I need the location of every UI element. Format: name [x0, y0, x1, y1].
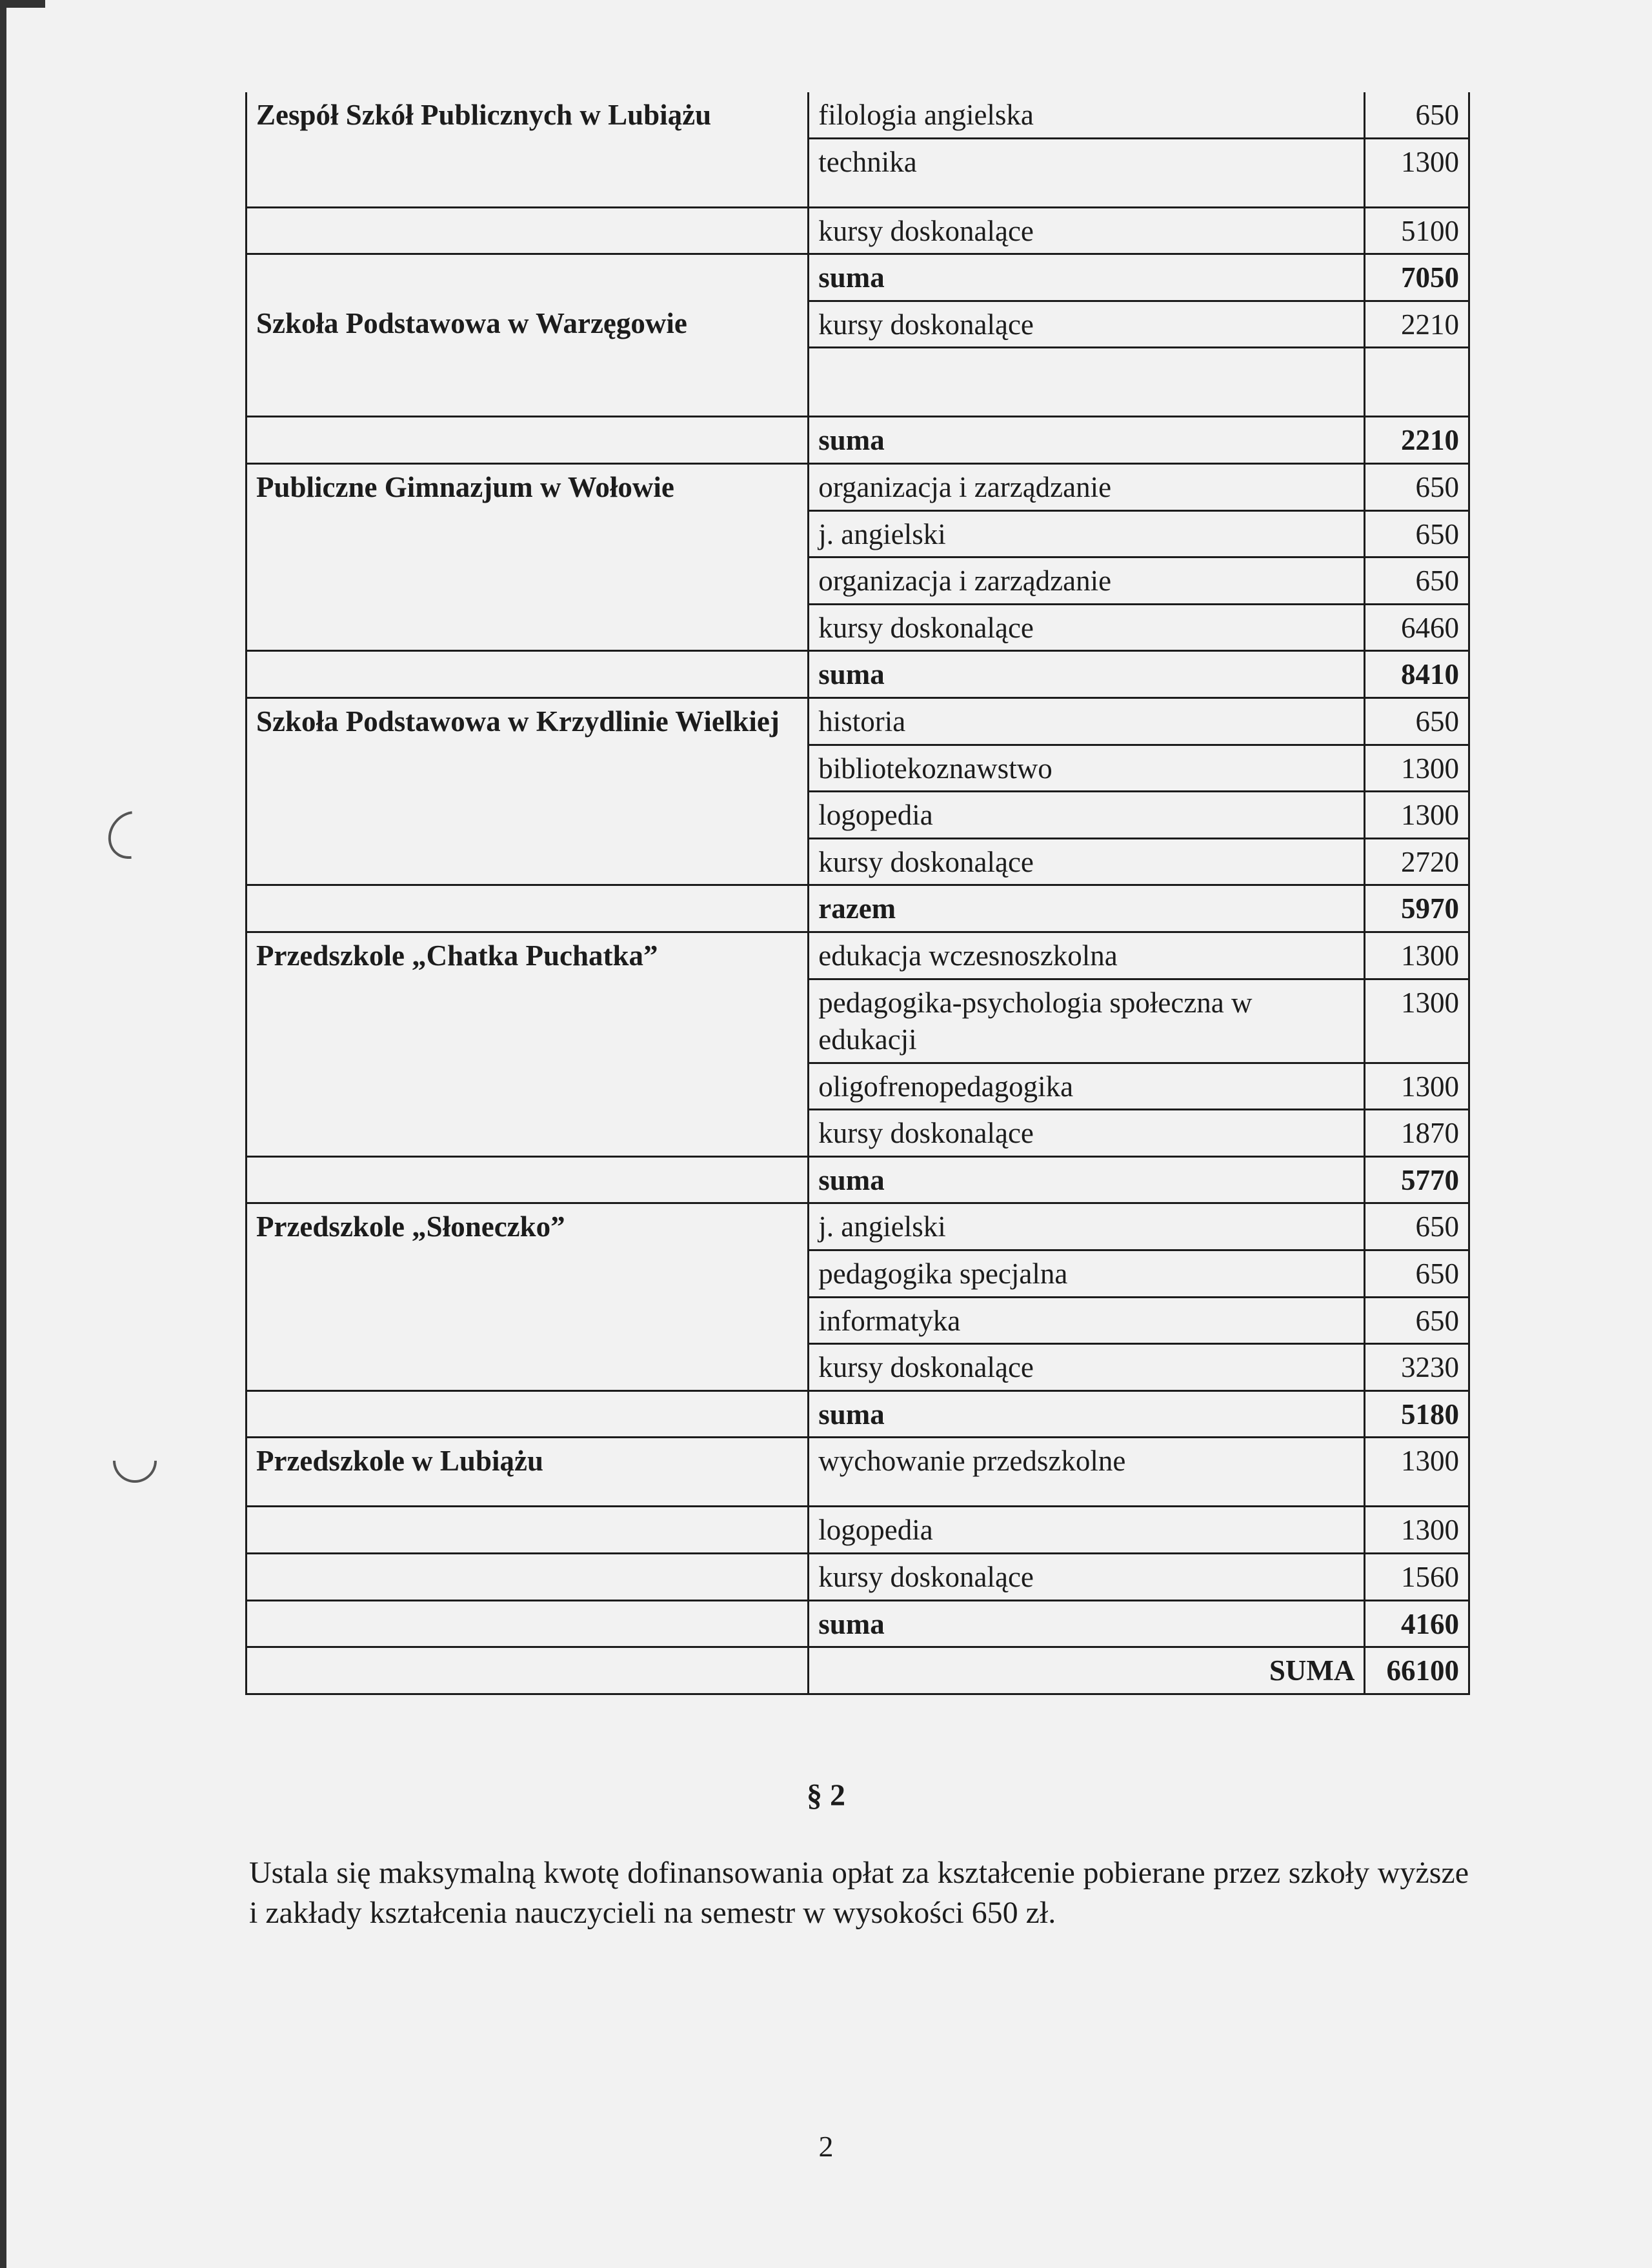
amount-cell: 6460	[1365, 604, 1469, 651]
table-row	[247, 745, 1469, 792]
table-row	[247, 1438, 1469, 1507]
table-row	[247, 1600, 1469, 1647]
school-cell: Przedszkole „Chatka Puchatka”	[247, 932, 809, 979]
amount-cell: 650	[1365, 697, 1469, 745]
table-row	[247, 1250, 1469, 1298]
school-cell: Szkoła Podstawowa w Krzydlinie Wielkiej	[247, 697, 809, 745]
table-row	[247, 1297, 1469, 1344]
school-cell	[247, 348, 809, 417]
subject-cell: bibliotekoznawstwo	[809, 745, 1365, 792]
school-cell	[247, 1507, 809, 1554]
table-row	[247, 932, 1469, 979]
subject-cell: kursy doskonalące	[809, 1110, 1365, 1157]
subject-cell: j. angielski	[809, 510, 1365, 557]
school-cell	[247, 651, 809, 698]
school-cell	[247, 1600, 809, 1647]
subject-cell: oligofrenopedagogika	[809, 1063, 1365, 1110]
total-amount: 66100	[1365, 1647, 1469, 1694]
table-row	[247, 138, 1469, 207]
school-cell	[247, 1647, 809, 1694]
subject-cell: kursy doskonalące	[809, 1344, 1365, 1391]
table-row	[247, 417, 1469, 464]
school-cell	[247, 557, 809, 605]
school-cell	[247, 1554, 809, 1601]
subject-cell: organizacja i zarządzanie	[809, 557, 1365, 605]
table-row	[247, 979, 1469, 1063]
amount-cell: 2720	[1365, 838, 1469, 885]
school-cell: Zespół Szkół Publicznych w Lubiążu	[247, 92, 809, 138]
amount-cell: 3230	[1365, 1344, 1469, 1391]
school-cell	[247, 1063, 809, 1110]
subject-cell: razem	[809, 885, 1365, 932]
school-cell: Szkoła Podstawowa w Warzęgowie	[247, 301, 809, 348]
table-row	[247, 1647, 1469, 1694]
paragraph: Ustala się maksymalną kwotę dofinansowania opłat za kształcenie pobierane przez szkoły wyższe i zakłady kształcenia nauczycieli na semestr w wysokości 650 zł.	[249, 1856, 1469, 1931]
scan-border	[0, 0, 6, 2268]
school-cell	[247, 885, 809, 932]
school-cell: Przedszkole „Słoneczko”	[247, 1203, 809, 1250]
amount-cell: 1560	[1365, 1554, 1469, 1601]
amount-cell: 1300	[1365, 792, 1469, 839]
amount-cell: 650	[1365, 463, 1469, 510]
table-row	[247, 651, 1469, 698]
subject-cell: suma	[809, 417, 1365, 464]
subject-cell: pedagogika-psychologia społeczna w edukacji	[809, 979, 1365, 1063]
amount-cell: 650	[1365, 1203, 1469, 1250]
subject-cell: informatyka	[809, 1297, 1365, 1344]
scan-corner	[0, 0, 45, 8]
subject-cell: kursy doskonalące	[809, 604, 1365, 651]
table-row	[247, 348, 1469, 417]
school-cell: Przedszkole w Lubiążu	[247, 1438, 809, 1507]
amount-cell: 1300	[1365, 979, 1469, 1063]
subject-cell: organizacja i zarządzanie	[809, 463, 1365, 510]
table-row	[247, 92, 1469, 138]
subject-cell: suma	[809, 1390, 1365, 1438]
amount-cell: 2210	[1365, 417, 1469, 464]
subject-cell: edukacja wczesnoszkolna	[809, 932, 1365, 979]
subject-cell: suma	[809, 254, 1365, 301]
table-row	[247, 1203, 1469, 1250]
table-row	[247, 838, 1469, 885]
table-row	[247, 792, 1469, 839]
section-heading: § 2	[807, 1778, 845, 1812]
subject-cell: kursy doskonalące	[809, 838, 1365, 885]
school-cell	[247, 1390, 809, 1438]
subject-cell: technika	[809, 138, 1365, 207]
subject-cell: suma	[809, 651, 1365, 698]
pen-mark	[104, 1430, 166, 1492]
school-cell	[247, 417, 809, 464]
school-cell	[247, 254, 809, 301]
table-row	[247, 1390, 1469, 1438]
table-row	[247, 254, 1469, 301]
table-row	[247, 207, 1469, 254]
school-cell	[247, 138, 809, 207]
page-number: 2	[818, 2130, 834, 2163]
amount-cell: 8410	[1365, 651, 1469, 698]
school-cell	[247, 207, 809, 254]
school-cell	[247, 745, 809, 792]
amount-cell: 650	[1415, 99, 1459, 131]
amount-cell: 650	[1365, 1297, 1469, 1344]
subject-cell	[809, 348, 1365, 417]
amount-cell: 5770	[1365, 1156, 1469, 1203]
amount-cell: 5180	[1365, 1390, 1469, 1438]
school-cell	[247, 604, 809, 651]
subject-cell: kursy doskonalące	[809, 207, 1365, 254]
school-cell	[247, 1110, 809, 1157]
amount-cell: 1300	[1365, 932, 1469, 979]
table-row	[247, 557, 1469, 605]
table-row	[247, 301, 1469, 348]
school-cell	[247, 1156, 809, 1203]
school-cell	[247, 979, 809, 1063]
school-cell	[247, 1297, 809, 1344]
total-label: SUMA	[809, 1647, 1365, 1694]
amount-cell: 2210	[1365, 301, 1469, 348]
subject-cell: pedagogika specjalna	[809, 1250, 1365, 1298]
school-cell	[247, 510, 809, 557]
subject-cell: filologia angielska	[809, 92, 1365, 138]
school-cell	[247, 792, 809, 839]
subject-cell: wychowanie przedszkolne	[809, 1438, 1365, 1507]
table-row	[247, 1554, 1469, 1601]
amount-cell: 4160	[1365, 1600, 1469, 1647]
amount-cell: 5970	[1365, 885, 1469, 932]
subject-cell: logopedia	[809, 792, 1365, 839]
subject-cell: suma	[809, 1156, 1365, 1203]
amount-cell: 5100	[1365, 207, 1469, 254]
school-cell	[247, 838, 809, 885]
amount-cell: 1870	[1365, 1110, 1469, 1157]
amount-cell: 1300	[1365, 1438, 1469, 1507]
subject-cell: kursy doskonalące	[809, 301, 1365, 348]
subject-cell: j. angielski	[809, 1203, 1365, 1250]
school-cell	[247, 1344, 809, 1391]
table-row	[247, 1110, 1469, 1157]
amount-cell: 1300	[1365, 1063, 1469, 1110]
table-row	[247, 697, 1469, 745]
table-row	[247, 1156, 1469, 1203]
table-row	[247, 604, 1469, 651]
amount-cell: 1300	[1365, 745, 1469, 792]
table-row	[247, 510, 1469, 557]
table-row	[247, 885, 1469, 932]
funding-table	[245, 92, 1470, 1695]
table-row	[247, 1507, 1469, 1554]
table-row	[247, 463, 1469, 510]
subject-cell: logopedia	[809, 1507, 1365, 1554]
subject-cell: kursy doskonalące	[809, 1554, 1365, 1601]
subject-cell: suma	[809, 1600, 1365, 1647]
amount-cell: 7050	[1365, 254, 1469, 301]
amount-cell: 1300	[1365, 138, 1469, 207]
school-cell: Publiczne Gimnazjum w Wołowie	[247, 463, 809, 510]
school-cell	[247, 1250, 809, 1298]
amount-cell: 650	[1365, 510, 1469, 557]
amount-cell	[1365, 348, 1469, 417]
table-row	[247, 1344, 1469, 1391]
table-row	[247, 1063, 1469, 1110]
subject-cell: historia	[809, 697, 1365, 745]
amount-cell: 1300	[1365, 1507, 1469, 1554]
amount-cell: 650	[1365, 557, 1469, 605]
pen-mark	[99, 801, 165, 868]
amount-cell: 650	[1365, 1250, 1469, 1298]
